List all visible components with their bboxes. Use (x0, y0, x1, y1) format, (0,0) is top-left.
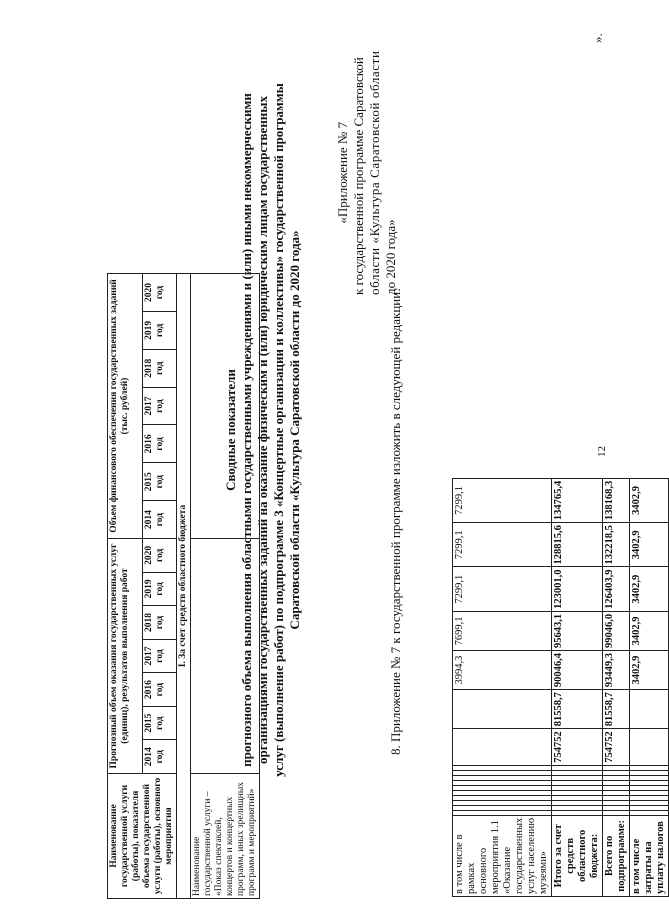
table-row: в том числе затраты на уплату налогов 3402,9 3402,9 3402,9 3402,9 3402,9 (630, 478, 669, 896)
appendix-line: до 2020 года» (383, 219, 398, 295)
service-row-label: Наименование государственной услуги – «Показ спектаклей, концертов и концертных программ, иных зрелищных программ и мероприятий» (191, 774, 260, 899)
closing-quote: ». (590, 33, 605, 43)
main-table: Наименование государственной услуги (работы), показателя объема государственной услуги (работы), основного мероприятия Прогнозный объем оказания государственных услуг (единиц), результатов выполнения работ Объем финансового обеспечения государственных заданий (тыс. рублей) 2014 год 2015 год 2016 год 2017 год 2018 год 2019 год 2020 год 2014 год 2015 год 2016 год 2017 год 2018 год 2019 год 2020 год I. За счет средств областного бюджета Наименование государственной услуги – «Показ спектаклей, концертов и концертных программ, иных зрелищных программ и мероприятий» (107, 273, 260, 899)
appendix-line: к государственной программе Саратовской (351, 57, 366, 295)
table-row: Итого за счет средств областного бюджета: 754752 81558,7 90046,4 95643,1 123001,0 128815,6 134765,4 (552, 478, 603, 896)
appendix-title: «Приложение № 7 (335, 121, 350, 224)
table-row: в том числе в рамках основного мероприятия 1.1 «Оказание государственных услуг населению музеями» 3994,3 7699,1 7299,1 7299,1 7299,1 (453, 478, 552, 896)
page-number: 12 (596, 446, 608, 457)
title-line: Сводные показатели (223, 369, 238, 491)
table-row: Всего по подпрограмме: 754752 81558,7 93449,3 99046,0 126403,9 132218,5 138168,3 (603, 478, 630, 896)
title-line: организациями государственных заданий на оказание физическим и (или) юридическим лицам государственных (255, 96, 270, 764)
col-header-finance: Объем финансового обеспечения государственных заданий (тыс. рублей) (108, 274, 143, 539)
row-label: в том числе затраты на уплату налогов (630, 815, 669, 896)
appendix-line: области «Культура Саратовской области (367, 50, 382, 295)
amendment-text: 8. Приложение № 7 к государственной программе изложить в следующей редакции: (388, 288, 403, 755)
section-title: I. За счет средств областного бюджета (177, 274, 191, 899)
col-header-service: Наименование государственной услуги (работы), показателя объема государственной услуги (работы), основного мероприятия (108, 774, 177, 899)
row-label: Всего по подпрограмме: (603, 815, 630, 896)
appendix-header (335, 50, 399, 295)
row-label: в том числе в рамках основного мероприятия 1.1 «Оказание государственных услуг населению музеями» (453, 815, 552, 896)
title-line: прогнозного объема выполнения областными государственными учреждениями и (или) иными некоммерческими (239, 93, 254, 767)
title-line: услуг (выполнение работ) по подпрограмме 3 «Концертные организации и коллективы» государственной программы (271, 83, 286, 777)
col-header-volume: Прогнозный объем оказания государственных услуг (единиц), результатов выполнения работ (108, 539, 143, 774)
title-line: Саратовской области «Культура Саратовской области до 2020 года» (287, 230, 302, 630)
row-label: Итого за счет средств областного бюджета: (552, 815, 603, 896)
